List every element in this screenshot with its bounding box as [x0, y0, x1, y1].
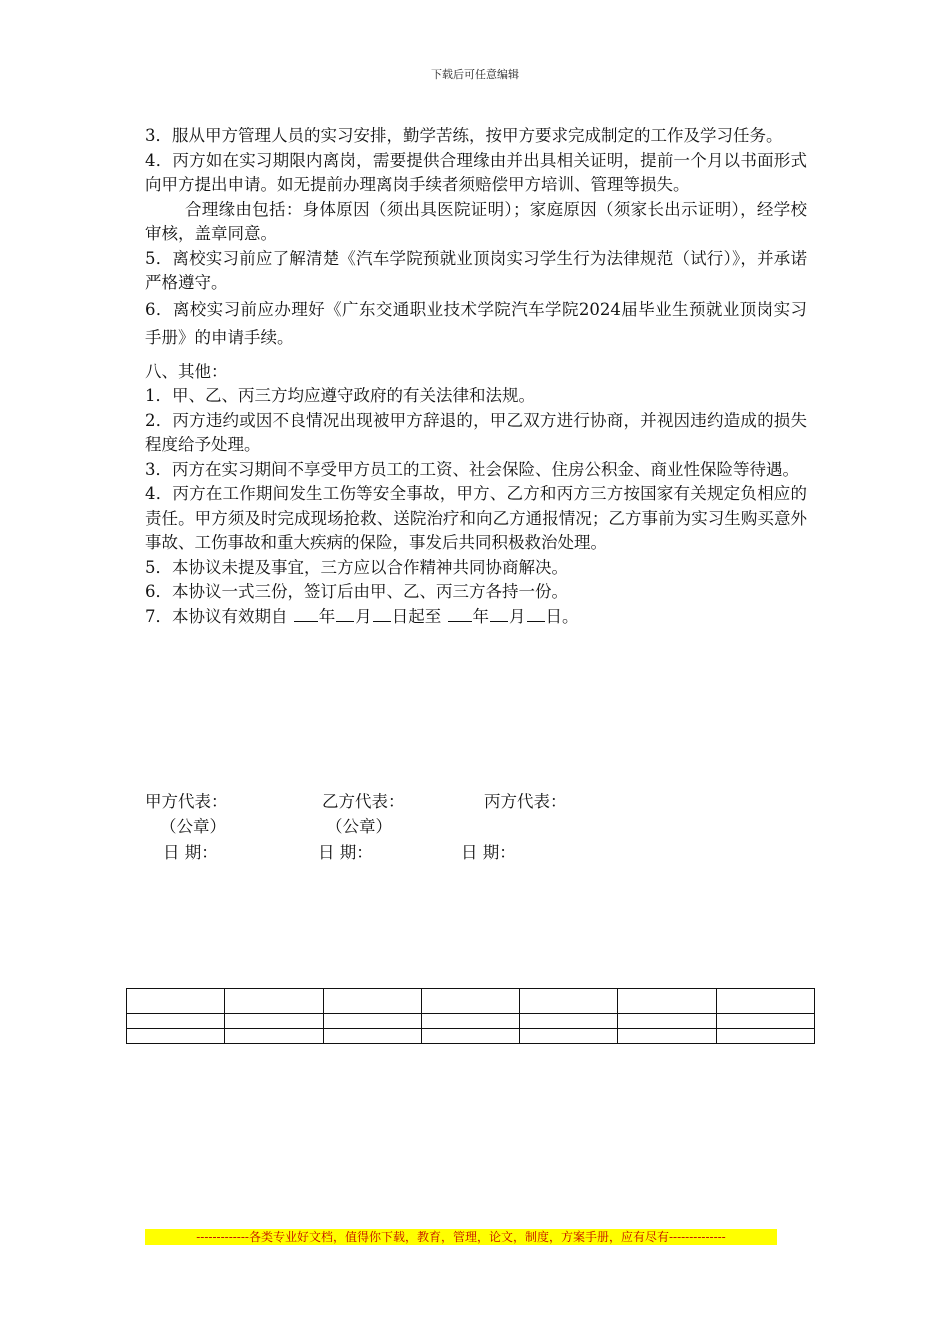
party-a-label: 甲方代表： — [145, 792, 228, 811]
validity-end-year-blank[interactable] — [448, 605, 472, 622]
table-cell — [421, 1029, 519, 1044]
table-cell — [520, 989, 618, 1014]
validity-start-day-blank[interactable] — [373, 605, 391, 622]
validity-month-2: 月 — [509, 606, 526, 626]
section8-title: 八、其他： — [145, 361, 228, 381]
table-cell — [618, 989, 716, 1014]
table-cell — [225, 1014, 323, 1029]
agreement-body — [145, 124, 807, 629]
section8-item-7-validity — [145, 605, 807, 630]
table-cell — [421, 989, 519, 1014]
table-cell — [127, 1029, 225, 1044]
section7-item-5: 5．离校实习前应了解清楚《汽车学院预就业顶岗实习学生行为法律规范（试行）》，并承诺严格遵守。 — [145, 248, 807, 292]
section8-item-2: 2．丙方违约或因不良情况出现被甲方辞退的，甲乙双方进行协商，并视因违约造成的损失程度给予处理。 — [145, 410, 807, 454]
section7-item-4: 4．丙方如在实习期限内离岗，需要提供合理缘由并出具相关证明，提前一个月以书面形式向甲方提出申请。如无提前办理离岗手续者须赔偿甲方培训、管理等损失。 — [145, 150, 807, 194]
validity-start-month-blank[interactable] — [336, 605, 354, 622]
table-row — [127, 1014, 815, 1029]
section8-item-6: 6．本协议一式三份，签订后由甲、乙、丙三方各持一份。 — [145, 582, 568, 601]
header-note: 下载后可任意编辑 — [431, 68, 519, 81]
party-a-seal: （公章） — [160, 817, 226, 836]
table-cell — [421, 1014, 519, 1029]
section8-item-3: 3．丙方在实习期间不享受甲方员工的工资、社会保险、住房公积金、商业性保险等待遇。 — [145, 459, 799, 479]
table-cell — [323, 1029, 421, 1044]
section8-item-1: 1．甲、乙、丙三方均应遵守政府的有关法律和法规。 — [145, 386, 535, 405]
table-cell — [323, 1014, 421, 1029]
table-cell — [520, 1029, 618, 1044]
validity-start-year-blank[interactable] — [294, 605, 318, 622]
validity-month-1: 月 — [355, 606, 372, 626]
section7-item-3: 3．服从甲方管理人员的实习安排，勤学苦练，按甲方要求完成制定的工作及学习任务。 — [145, 126, 783, 145]
validity-day-end: 日。 — [545, 606, 579, 626]
table-cell — [127, 1014, 225, 1029]
section7-reason-note: 合理缘由包括：身体原因（须出具医院证明）；家庭原因（须家长出示证明），经学校审核，盖章同意。 — [145, 199, 807, 243]
validity-end-month-blank[interactable] — [490, 605, 508, 622]
party-b-label: 乙方代表： — [322, 792, 405, 811]
validity-prefix: 7．本协议有效期自 — [145, 606, 288, 626]
validity-day-from: 日起至 — [391, 606, 442, 626]
table-cell — [618, 1029, 716, 1044]
table-cell — [323, 989, 421, 1014]
table-cell — [225, 989, 323, 1014]
validity-end-day-blank[interactable] — [527, 605, 545, 622]
footer-banner: -------------各类专业好文档，值得你下载，教育，管理，论文，制度，方案手册，应有尽有-------------- — [145, 1229, 777, 1245]
table-cell — [225, 1029, 323, 1044]
section8-item-5: 5．本协议未提及事宜，三方应以合作精神共同协商解决。 — [145, 557, 568, 577]
table-cell — [127, 989, 225, 1014]
party-b-date: 日 期： — [318, 843, 373, 862]
party-a-date: 日 期： — [163, 843, 218, 862]
table-cell — [716, 1014, 814, 1029]
validity-year-2: 年 — [472, 606, 489, 626]
table-cell — [618, 1014, 716, 1029]
validity-year-1: 年 — [318, 606, 336, 626]
section8-item-4: 4．丙方在工作期间发生工伤等安全事故，甲方、乙方和丙方三方按国家有关规定负相应的责任。甲方须及时完成现场抢救、送院治疗和向乙方通报情况；乙方事前为实习生购买意外事故、工伤事故和重大疾病的保险，事发后共同积极救治处理。 — [145, 484, 807, 552]
table-row — [127, 989, 815, 1014]
table-cell — [716, 1029, 814, 1044]
blank-grid-table — [126, 988, 815, 1044]
table-cell — [716, 989, 814, 1014]
party-c-label: 丙方代表： — [484, 792, 567, 811]
table-cell — [520, 1014, 618, 1029]
table-row — [127, 1029, 815, 1044]
party-c-date: 日 期： — [461, 843, 516, 862]
party-b-seal: （公章） — [326, 817, 392, 836]
section7-item-6: 6．离校实习前应办理好《广东交通职业技术学院汽车学院2024届毕业生预就业顶岗实习手册》的申请手续。 — [145, 299, 807, 347]
